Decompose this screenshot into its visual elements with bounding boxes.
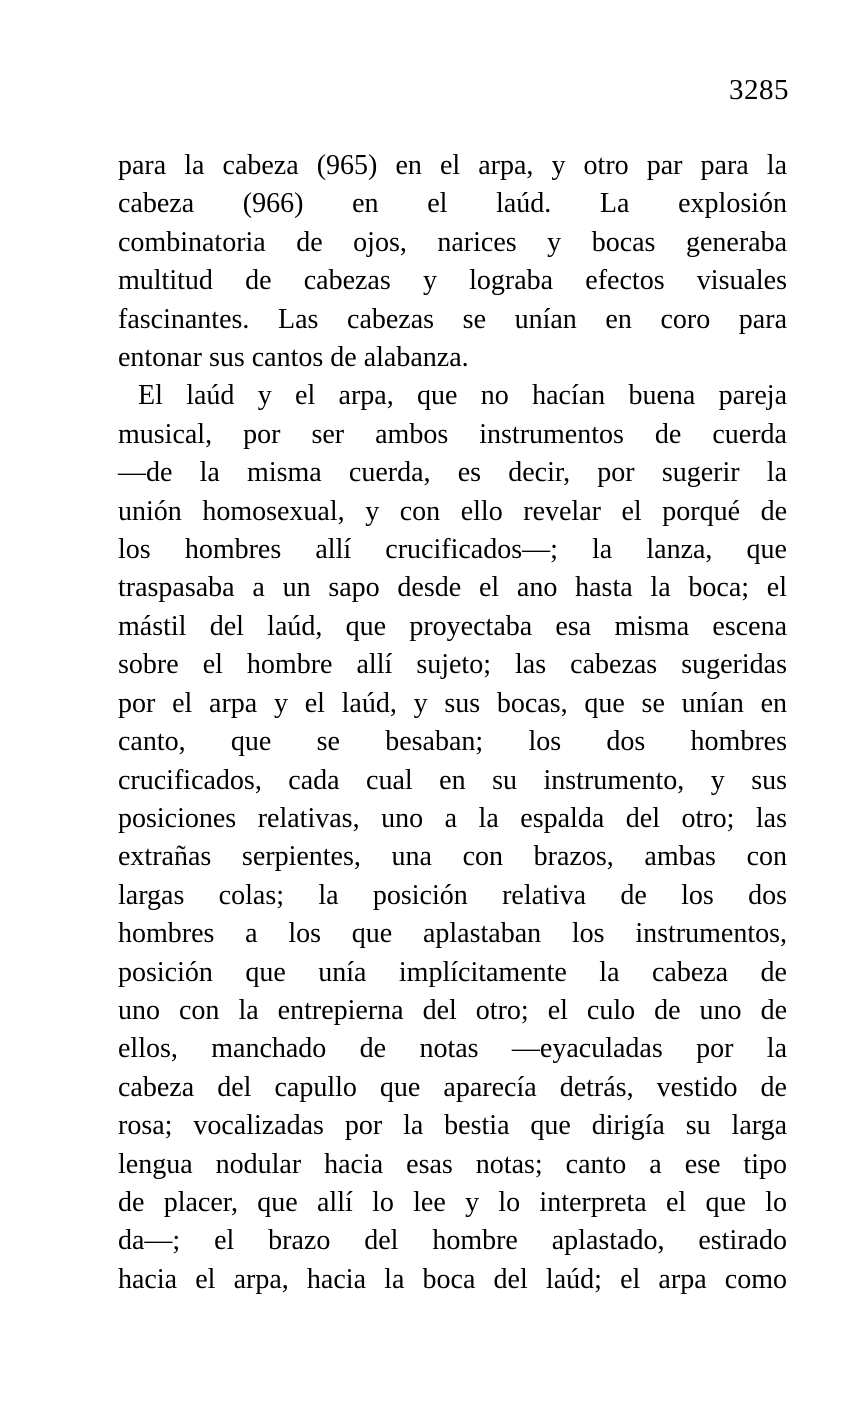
text-line: rosa; vocalizadas por la bestia que dirigía su larga [118,1110,787,1142]
text-line: entonar sus cantos de alabanza. [118,342,469,374]
paragraph [118,147,787,377]
text-line: El laúd y el arpa, que no hacían buena pareja [138,380,787,412]
text-line: de placer, que allí lo lee y lo interpreta el que lo [118,1186,787,1218]
text-line: hacia el arpa, hacia la boca del laúd; el arpa como [118,1263,787,1295]
text-line: largas colas; la posición relativa de los dos [118,879,787,911]
text-line: combinatoria de ojos, narices y bocas generaba [118,226,787,258]
text-line: sobre el hombre allí sujeto; las cabezas sugeridas [118,649,787,681]
text-line: fascinantes. Las cabezas se unían en coro para [118,303,787,335]
text-line: posición que unía implícitamente la cabeza de [118,956,787,988]
text-line: da—; el brazo del hombre aplastado, estirado [118,1225,787,1257]
text-line: —de la misma cuerda, es decir, por sugerir la [118,457,787,489]
page-text [118,147,787,1299]
text-line: hombres a los que aplastaban los instrumentos, [118,918,787,950]
text-line: unión homosexual, y con ello revelar el porqué de [118,495,787,527]
text-line: cabeza del capullo que aparecía detrás, vestido de [118,1071,787,1103]
text-line: crucificados, cada cual en su instrumento, y sus [118,764,787,796]
text-line: lengua nodular hacia esas notas; canto a ese tipo [118,1148,787,1180]
text-line: para la cabeza (965) en el arpa, y otro par para la [118,150,787,181]
paragraph [118,377,787,1299]
text-line: musical, por ser ambos instrumentos de cuerda [118,418,787,450]
text-line: mástil del laúd, que proyectaba esa misma escena [118,610,787,642]
text-line: traspasaba a un sapo desde el ano hasta la boca; el [118,572,787,604]
page-number: 3285 [729,74,789,106]
text-line: extrañas serpientes, una con brazos, ambas con [118,841,787,873]
text-line: ellos, manchado de notas —eyaculadas por la [118,1033,787,1065]
text-line: multitud de cabezas y lograba efectos visuales [118,265,787,297]
text-line: por el arpa y el laúd, y sus bocas, que se unían en [118,687,787,719]
text-line: uno con la entrepierna del otro; el culo de uno de [118,994,787,1026]
text-line: posiciones relativas, uno a la espalda del otro; las [118,802,787,834]
text-line: canto, que se besaban; los dos hombres [118,726,787,758]
text-line: cabeza (966) en el laúd. La explosión [118,188,787,220]
text-line: los hombres allí crucificados—; la lanza, que [118,534,787,566]
